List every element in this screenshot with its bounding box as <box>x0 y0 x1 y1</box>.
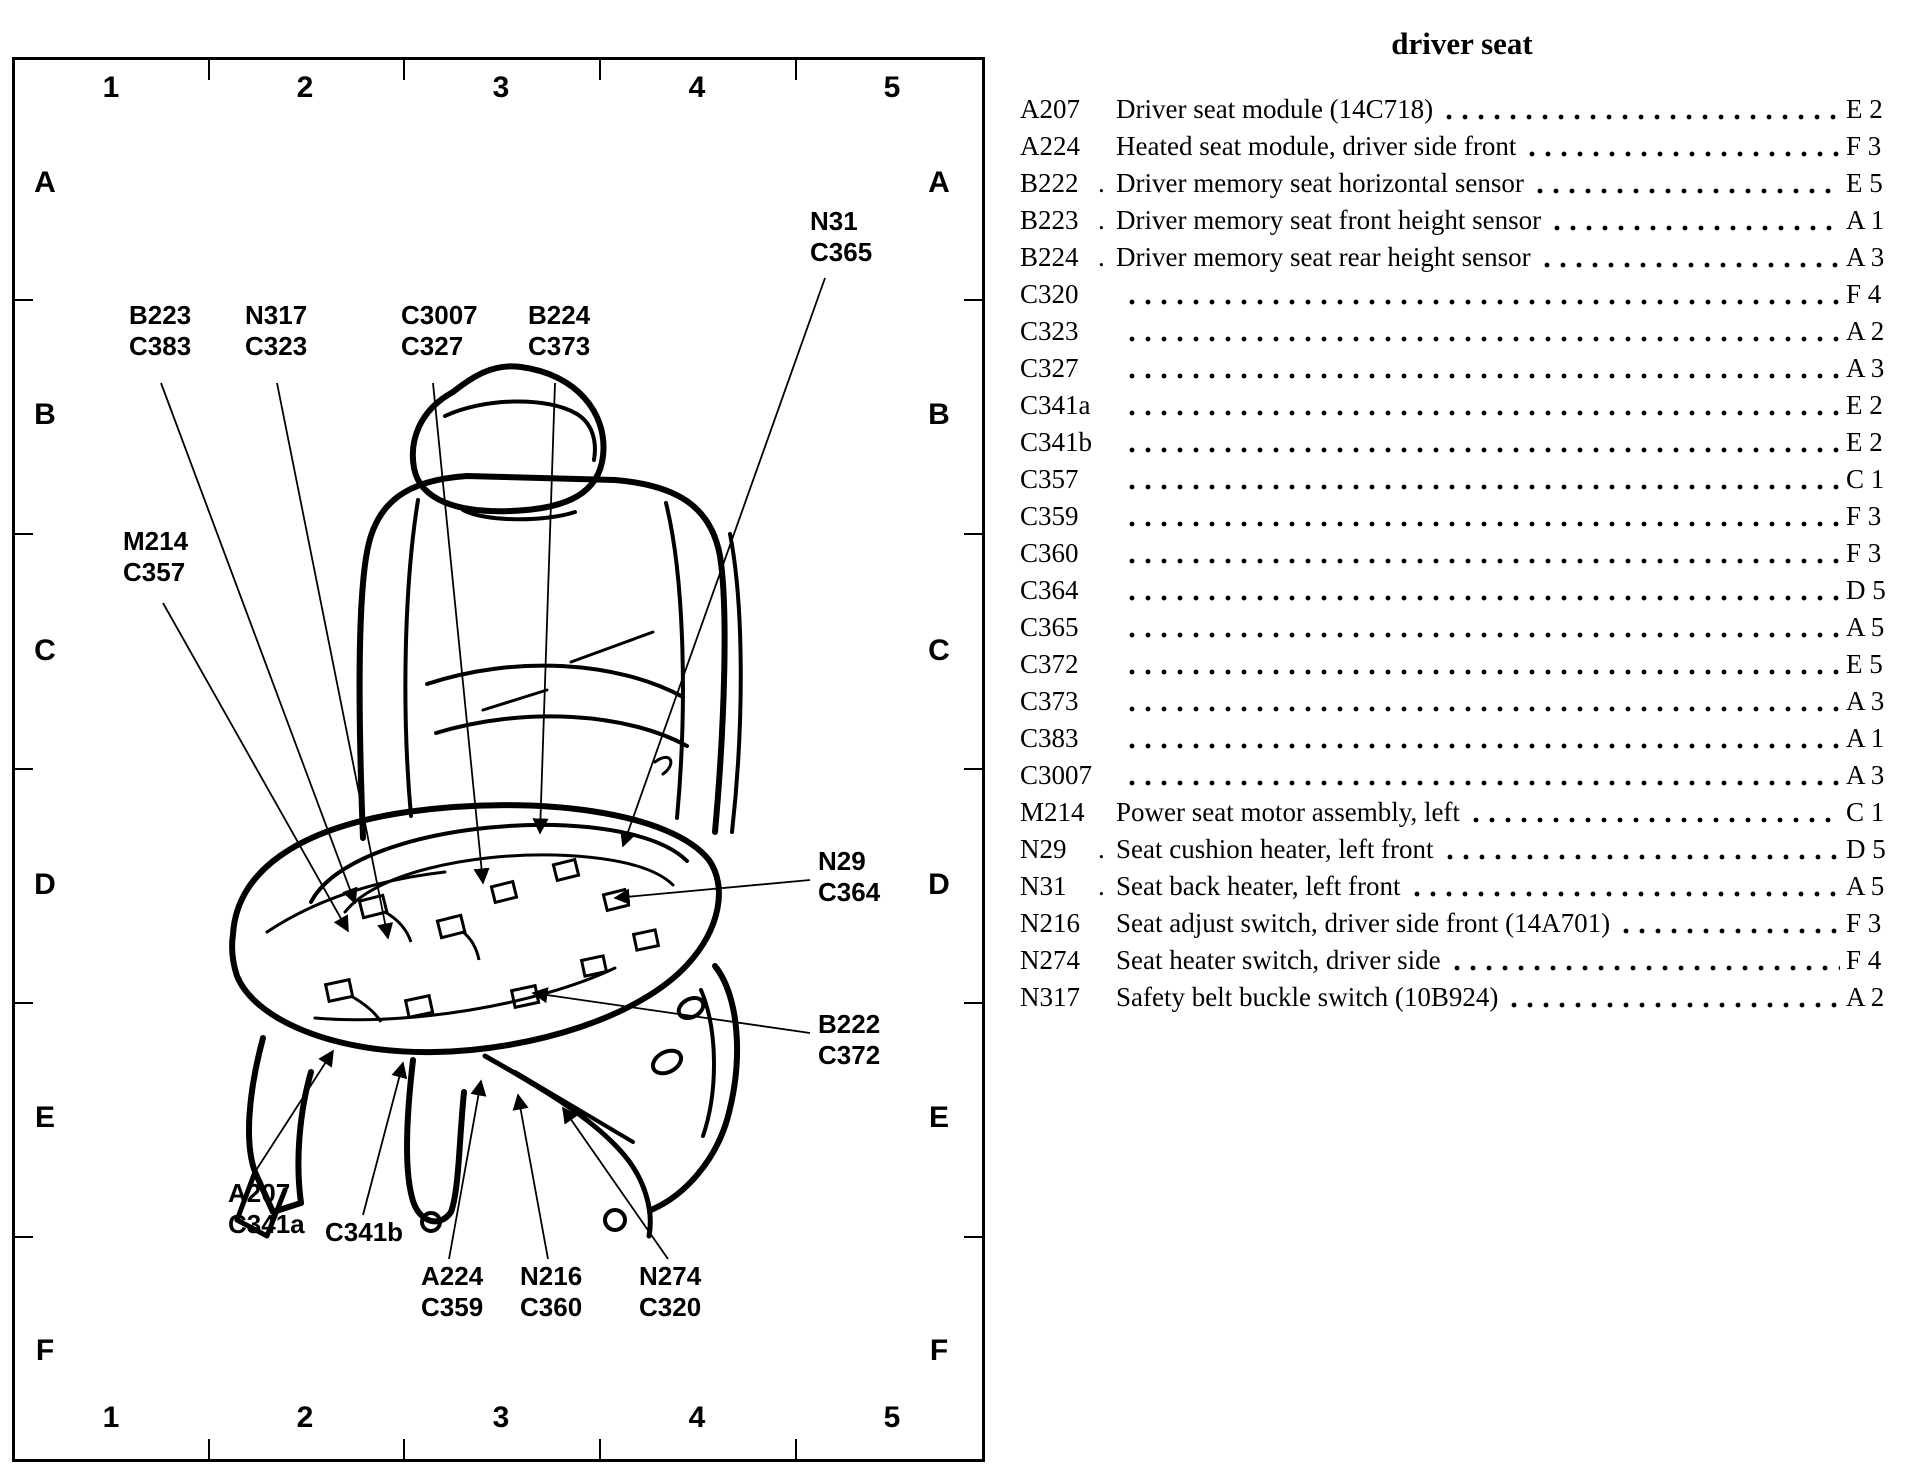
grid-col-label-bottom-4: 4 <box>688 1401 706 1434</box>
callout-label-c341b <box>325 1217 403 1248</box>
legend-row-C383 <box>1020 725 1904 753</box>
dot-leader <box>1549 222 1840 232</box>
leader-n31 <box>623 278 825 846</box>
component-code: A207 <box>1020 94 1080 124</box>
grid-row-label-left-E: E <box>34 1101 56 1134</box>
component-code: C341b <box>1020 427 1093 457</box>
callout-label-n31 <box>810 206 872 268</box>
grid-col-label-top-2: 2 <box>296 71 314 104</box>
dot-leader <box>1468 814 1840 824</box>
legend-panel <box>1020 26 1904 1021</box>
legend-row-B224 <box>1020 244 1904 272</box>
grid-reference: E 5 <box>1846 649 1883 679</box>
grid-reference: A 1 <box>1846 205 1885 235</box>
component-description: Seat cushion heater, left front <box>1116 834 1434 864</box>
legend-row-C341a <box>1020 392 1904 420</box>
component-code: C357 <box>1020 464 1079 494</box>
component-description: Seat adjust switch, driver side front (14A701) <box>1116 908 1611 938</box>
grid-reference: A 3 <box>1846 242 1885 272</box>
grid-reference: F 4 <box>1846 279 1882 309</box>
callout-line: C360 <box>520 1292 583 1322</box>
dot-leader <box>1124 333 1840 343</box>
component-description: Seat back heater, left front <box>1116 871 1401 901</box>
leader-c341b <box>363 1063 403 1215</box>
component-code: B224 <box>1020 242 1079 272</box>
component-description: Heated seat module, driver side front <box>1116 131 1517 161</box>
callout-line: C3007 <box>401 300 478 330</box>
legend-row-C357 <box>1020 466 1904 494</box>
grid-tick-top <box>599 60 601 80</box>
grid-tick-top <box>795 60 797 80</box>
legend-row-N31 <box>1020 873 1904 901</box>
grid-reference: F 3 <box>1846 501 1882 531</box>
grid-tick-left <box>15 299 33 301</box>
component-code: C360 <box>1020 538 1079 568</box>
leader-a207 <box>253 1051 333 1175</box>
grid-reference: D 5 <box>1846 575 1886 605</box>
leader-lines <box>161 278 825 1259</box>
grid-tick-bottom <box>403 1439 405 1459</box>
code-alignment-dot: . <box>1098 834 1105 864</box>
grid-reference: E 2 <box>1846 390 1883 420</box>
dot-leader <box>1124 555 1840 565</box>
component-code: M214 <box>1020 797 1085 827</box>
grid-row-label-right-B: B <box>928 398 950 431</box>
callout-line: C320 <box>639 1292 702 1322</box>
dot-leader <box>1124 296 1840 306</box>
grid-col-label-bottom-5: 5 <box>883 1401 901 1434</box>
grid-reference: F 3 <box>1846 131 1882 161</box>
component-code: C383 <box>1020 723 1079 753</box>
component-description: Driver memory seat horizontal sensor <box>1116 168 1524 198</box>
grid-tick-left <box>15 1236 33 1238</box>
component-code: N29 <box>1020 834 1067 864</box>
callout-label-n216 <box>520 1261 582 1323</box>
grid-col-label-bottom-3: 3 <box>492 1401 510 1434</box>
dot-leader <box>1124 370 1840 380</box>
callout-line: A224 <box>421 1261 484 1291</box>
callout-line: A207 <box>228 1178 291 1208</box>
grid-col-label-top-5: 5 <box>883 71 901 104</box>
callout-line: C327 <box>401 331 464 361</box>
grid-reference: E 2 <box>1846 427 1883 457</box>
leader-b223 <box>161 383 355 903</box>
grid-tick-right <box>964 1002 982 1004</box>
grid-reference: A 3 <box>1846 760 1885 790</box>
legend-row-C372 <box>1020 651 1904 679</box>
dot-leader <box>1524 148 1840 158</box>
grid-row-label-left-C: C <box>34 634 56 667</box>
component-code: N317 <box>1020 982 1080 1012</box>
legend-row-C365 <box>1020 614 1904 642</box>
grid-row-label-left-F: F <box>35 1334 55 1367</box>
leader-n317 <box>277 383 388 938</box>
callout-label-n317 <box>245 300 307 362</box>
page-title: driver seat <box>1391 26 1533 61</box>
component-code: B223 <box>1020 205 1079 235</box>
legend-row-C359 <box>1020 503 1904 531</box>
component-description: Safety belt buckle switch (10B924) <box>1116 982 1499 1012</box>
legend-row-C323 <box>1020 318 1904 346</box>
grid-tick-right <box>964 299 982 301</box>
grid-col-label-bottom-2: 2 <box>296 1401 314 1434</box>
legend-row-N216 <box>1020 910 1904 938</box>
grid-tick-left <box>15 768 33 770</box>
callout-line: B223 <box>129 300 192 330</box>
component-code: N216 <box>1020 908 1080 938</box>
legend-row-C364 <box>1020 577 1904 605</box>
seat-illustration <box>15 60 982 1459</box>
legend-row-C360 <box>1020 540 1904 568</box>
callout-line: C373 <box>528 331 591 361</box>
grid-col-label-bottom-1: 1 <box>102 1401 120 1434</box>
grid-tick-bottom <box>795 1439 797 1459</box>
legend-row-C320 <box>1020 281 1904 309</box>
leader-b224 <box>540 383 555 833</box>
grid-row-label-right-D: D <box>928 868 950 901</box>
dot-leader <box>1124 703 1840 713</box>
grid-row-label-left-D: D <box>34 868 56 901</box>
grid-reference: F 4 <box>1846 945 1882 975</box>
code-alignment-dot: . <box>1098 242 1105 272</box>
dot-leader <box>1124 777 1840 787</box>
grid-tick-top <box>208 60 210 80</box>
code-alignment-dot: . <box>1098 168 1105 198</box>
component-code: B222 <box>1020 168 1079 198</box>
dot-leader <box>1441 111 1840 121</box>
callout-line: C372 <box>818 1040 881 1070</box>
grid-row-label-right-F: F <box>929 1334 949 1367</box>
callout-line: C341b <box>325 1217 404 1247</box>
grid-row-label-left-B: B <box>34 398 56 431</box>
grid-reference: A 5 <box>1846 871 1885 901</box>
component-code: C3007 <box>1020 760 1093 790</box>
component-code: C373 <box>1020 686 1079 716</box>
legend-list <box>1020 96 1904 1012</box>
callout-line: N29 <box>818 846 866 876</box>
grid-tick-bottom <box>208 1439 210 1459</box>
callout-line: C341a <box>228 1209 305 1239</box>
grid-col-label-top-1: 1 <box>102 71 120 104</box>
component-code: N31 <box>1020 871 1067 901</box>
grid-reference: C 1 <box>1846 797 1885 827</box>
dot-leader <box>1409 888 1840 898</box>
grid-reference: D 5 <box>1846 834 1886 864</box>
grid-reference: C 1 <box>1846 464 1885 494</box>
grid-tick-right <box>964 1236 982 1238</box>
grid-tick-right <box>964 533 982 535</box>
legend-row-C341b <box>1020 429 1904 457</box>
grid-reference: A 3 <box>1846 686 1885 716</box>
grid-reference: A 5 <box>1846 612 1885 642</box>
callout-line: C364 <box>818 877 881 907</box>
dot-leader <box>1506 999 1840 1009</box>
grid-reference: E 5 <box>1846 168 1883 198</box>
component-code: C323 <box>1020 316 1079 346</box>
component-code: C372 <box>1020 649 1079 679</box>
seat-location-diagram <box>12 57 985 1462</box>
component-code: C341a <box>1020 390 1091 420</box>
legend-row-C3007 <box>1020 762 1904 790</box>
callout-line: B224 <box>528 300 591 330</box>
dot-leader <box>1124 740 1840 750</box>
grid-row-label-right-E: E <box>928 1101 950 1134</box>
legend-row-N274 <box>1020 947 1904 975</box>
legend-row-C373 <box>1020 688 1904 716</box>
legend-row-M214 <box>1020 799 1904 827</box>
grid-tick-top <box>403 60 405 80</box>
callout-line: C383 <box>129 331 192 361</box>
legend-row-A207 <box>1020 96 1904 124</box>
legend-row-N29 <box>1020 836 1904 864</box>
dot-leader <box>1532 185 1840 195</box>
callout-line: C365 <box>810 237 873 267</box>
component-description: Driver memory seat rear height sensor <box>1116 242 1531 272</box>
grid-reference: A 2 <box>1846 982 1885 1012</box>
dot-leader <box>1124 407 1840 417</box>
component-code: C364 <box>1020 575 1079 605</box>
callout-line: N31 <box>810 206 858 236</box>
grid-reference: F 3 <box>1846 908 1882 938</box>
grid-row-label-left-A: A <box>34 166 56 199</box>
dot-leader <box>1124 518 1840 528</box>
callout-label-c3007 <box>401 300 478 362</box>
seat-cushion <box>232 805 719 1052</box>
grid-reference: A 1 <box>1846 723 1885 753</box>
callout-line: N274 <box>639 1261 702 1291</box>
grid-col-label-top-3: 3 <box>492 71 510 104</box>
dot-leader <box>1124 481 1840 491</box>
grid-row-label-right-A: A <box>928 166 950 199</box>
component-code: C365 <box>1020 612 1079 642</box>
callout-line: C359 <box>421 1292 484 1322</box>
legend-row-B222 <box>1020 170 1904 198</box>
grid-reference: A 3 <box>1846 353 1885 383</box>
callout-label-b222 <box>818 1009 880 1071</box>
callout-label-a207 <box>228 1178 305 1240</box>
dot-leader <box>1618 925 1840 935</box>
callout-line: B222 <box>818 1009 881 1039</box>
dot-leader <box>1124 444 1840 454</box>
dot-leader <box>1124 592 1840 602</box>
grid-tick-left <box>15 1002 33 1004</box>
legend-row-B223 <box>1020 207 1904 235</box>
callout-line: C357 <box>123 557 186 587</box>
dot-leader <box>1124 629 1840 639</box>
grid-row-label-right-C: C <box>928 634 950 667</box>
callout-label-n29 <box>818 846 880 908</box>
legend-row-C327 <box>1020 355 1904 383</box>
callout-line: N216 <box>520 1261 583 1291</box>
component-code: C359 <box>1020 501 1079 531</box>
leader-n216 <box>518 1095 548 1259</box>
component-description: Driver memory seat front height sensor <box>1116 205 1542 235</box>
legend-row-A224 <box>1020 133 1904 161</box>
callout-label-a224 <box>421 1261 483 1323</box>
dot-leader <box>1449 962 1840 972</box>
component-code: C327 <box>1020 353 1079 383</box>
callout-label-b223 <box>129 300 191 362</box>
dot-leader <box>1124 666 1840 676</box>
headrest <box>413 366 604 519</box>
dot-leader <box>1539 259 1840 269</box>
component-code: A224 <box>1020 131 1080 161</box>
callout-line: C323 <box>245 331 308 361</box>
callout-label-m214 <box>123 526 188 588</box>
component-code: C320 <box>1020 279 1079 309</box>
grid-col-label-top-4: 4 <box>688 71 706 104</box>
component-code: N274 <box>1020 945 1080 975</box>
callout-label-n274 <box>639 1261 701 1323</box>
component-description: Seat heater switch, driver side <box>1116 945 1441 975</box>
callout-line: N317 <box>245 300 308 330</box>
grid-tick-bottom <box>599 1439 601 1459</box>
dot-leader <box>1442 851 1840 861</box>
leader-n29 <box>615 880 810 898</box>
grid-reference: E 2 <box>1846 94 1883 124</box>
legend-row-N317 <box>1020 984 1904 1012</box>
grid-tick-left <box>15 533 33 535</box>
callout-label-b224 <box>528 300 590 362</box>
component-description: Power seat motor assembly, left <box>1116 797 1460 827</box>
grid-tick-right <box>964 768 982 770</box>
code-alignment-dot: . <box>1098 205 1105 235</box>
grid-reference: F 3 <box>1846 538 1882 568</box>
grid-reference: A 2 <box>1846 316 1885 346</box>
code-alignment-dot: . <box>1098 871 1105 901</box>
callout-line: M214 <box>123 526 189 556</box>
component-description: Driver seat module (14C718) <box>1116 94 1434 124</box>
